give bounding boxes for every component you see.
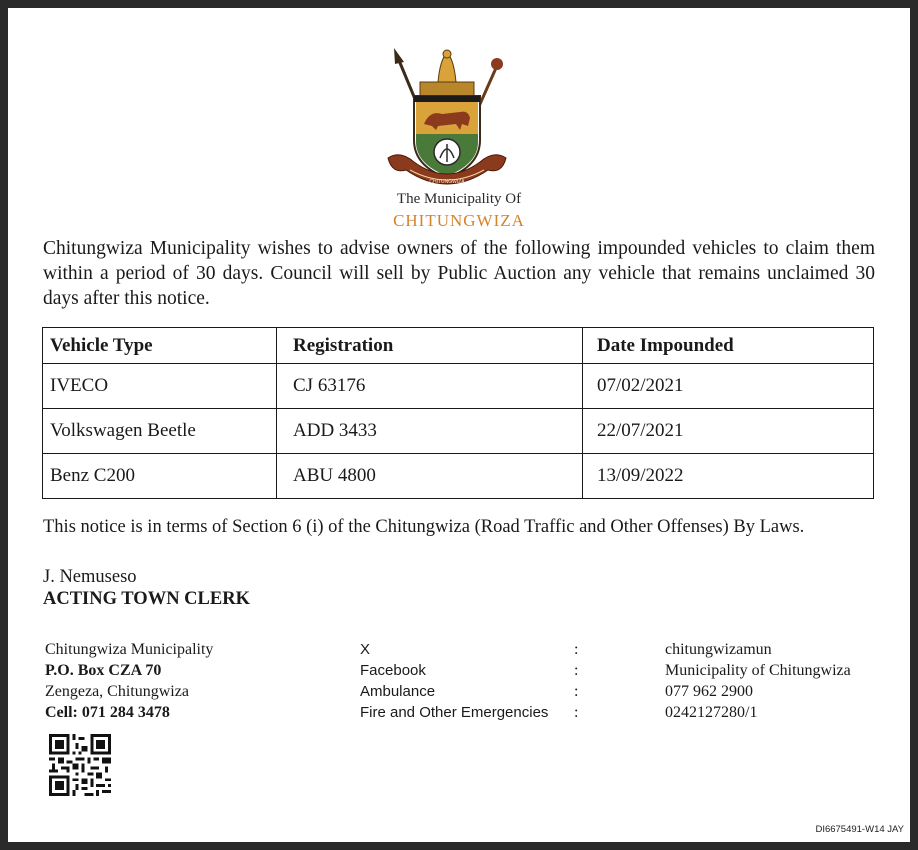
contact-separators [574,639,578,723]
vehicle-type-cell: Benz C200 [43,454,277,499]
municipality-name: CHITUNGWIZA [393,211,525,230]
x-handle: chitungwizamun [665,641,772,658]
x-label: X [360,641,371,658]
separator: : [574,683,579,700]
vehicle-type-cell: Volkswagen Beetle [43,409,277,454]
ambulance-label: Ambulance [360,683,436,700]
address-line: Chitungwiza Municipality [45,641,214,658]
cell-number: Cell: 071 284 3478 [45,704,170,721]
impounded-vehicles-table [42,327,874,499]
vehicle-type-cell: IVECO [43,364,277,409]
address-line: Zengeza, Chitungwiza [45,683,189,700]
header-date-impounded: Date Impounded [583,328,874,364]
reference-code: DI6675491-W14 JAY [815,824,904,835]
registration-cell: ADD 3433 [277,409,583,454]
separator: : [574,662,579,679]
fire-emergency-number: 0242127280/1 [665,704,758,721]
ambulance-number: 077 962 2900 [665,683,753,700]
separator: : [574,704,579,721]
date-impounded-cell: 13/09/2022 [583,454,874,499]
address-line: P.O. Box CZA 70 [45,662,162,679]
table-row [43,454,874,499]
table-row [43,364,874,409]
facebook-page: Municipality of Chitungwiza [665,662,851,679]
date-impounded-cell: 07/02/2021 [583,364,874,409]
signer-title: ACTING TOWN CLERK [43,589,250,609]
address-block [45,639,213,723]
municipality-label: The Municipality Of [396,191,522,207]
qr-code-icon [49,734,111,796]
coat-of-arms-icon [380,40,514,200]
contact-labels [360,639,548,723]
header-vehicle-type: Vehicle Type [43,328,277,364]
facebook-label: Facebook [360,662,426,679]
header-registration: Registration [277,328,583,364]
notice-intro: Chitungwiza Municipality wishes to advise owners of the following impounded vehicles to claim them within a period of 30 days. Council will sell by Public Auction any vehicle that remains unclaimed 30 days after this notice. [43,238,875,309]
date-impounded-cell: 22/07/2021 [583,409,874,454]
notice-page [8,8,910,842]
separator: : [574,641,579,658]
registration-cell: CJ 63176 [277,364,583,409]
table-header-row [43,328,874,364]
signer-name: J. Nemuseso [43,567,137,587]
terms-statement: This notice is in terms of Section 6 (i) of the Chitungwiza (Road Traffic and Other Offenses) By Laws. [43,517,805,537]
fire-emergencies-label: Fire and Other Emergencies [360,704,549,721]
table-row [43,409,874,454]
registration-cell: ABU 4800 [277,454,583,499]
crest-motto: CHITUNGWIZA [429,179,465,185]
contact-values [665,639,851,723]
